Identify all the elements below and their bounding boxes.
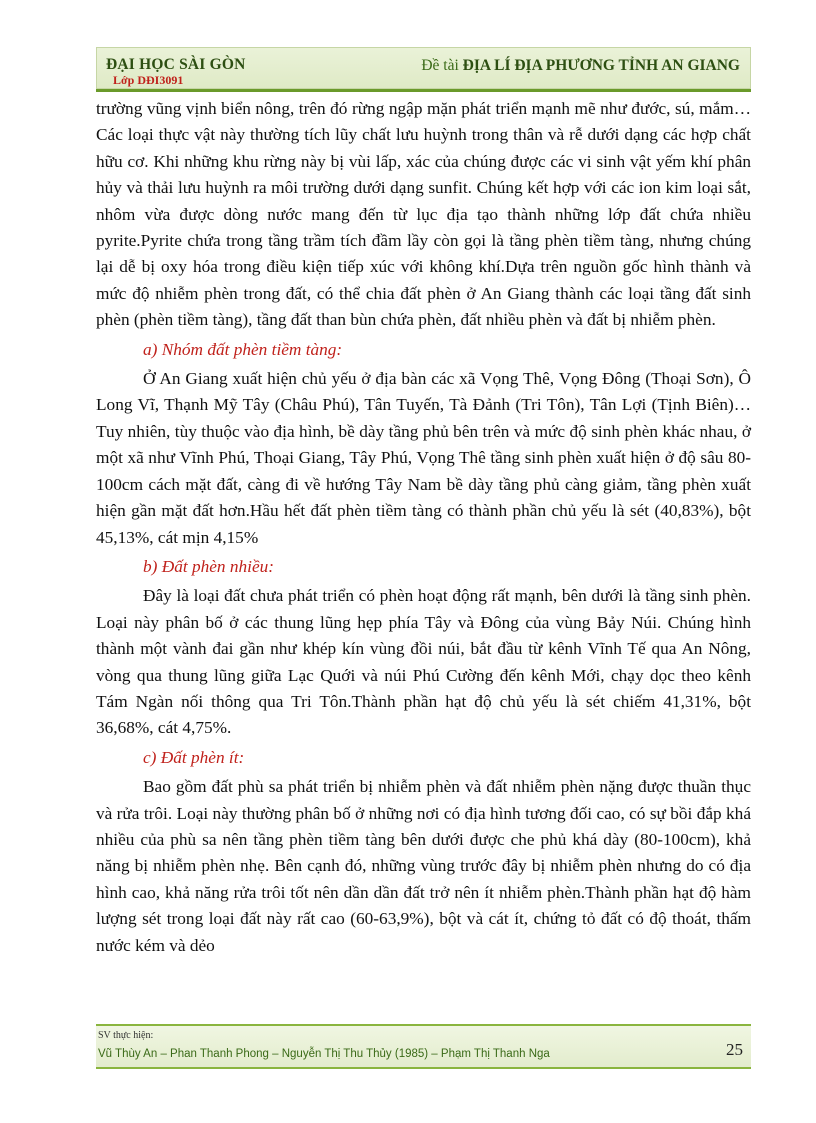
paragraph-c: Bao gồm đất phù sa phát triển bị nhiễm phèn và đất nhiễm phèn nặng được thuần thục và rửa trôi. Loại này thường phân bố ở những nơi có địa hình tương đối cao, có sự bồi đắp khá nhiều của phù sa nên tầng phèn tiềm tàng bên dưới được che phủ khá dày (80-100cm), khả năng bị nhiễm phèn nhẹ. Bên cạnh đó, những vùng trước đây bị nhiễm phèn nhưng do có địa hình cao, khả năng rửa trôi tốt nên dần dần đất trở nên ít nhiễm phèn.Thành phần hạt độ hàm lượng sét trong loại đất này rất cao (60-63,9%), bột và cát ít, chứng tỏ đất có độ thoát, thấm nước kém và dẻo bbox=[96, 777, 751, 955]
topic-name: ĐỊA LÍ ĐỊA PHƯƠNG TỈNH AN GIANG bbox=[462, 57, 740, 74]
university-name: ĐẠI HỌC SÀI GÒN bbox=[106, 56, 246, 73]
paragraph-intro: trường vũng vịnh biển nông, trên đó rừng ngập mặn phát triển mạnh mẽ như đước, sú, mắm…Các loại thực vật này thường tích lũy chất lưu huỳnh trong thân và rễ dưới dạng các hợp chất hữu cơ. Khi những khu rừng này bị vùi lấp, xác của chúng được các vi sinh vật yếm khí phân hủy và thải lưu huỳnh ra môi trường dưới dạng sunfit. Chúng kết hợp với các ion kim loại sắt, nhôm vừa được dòng nước mang đến từ lục địa tạo thành những lớp đất chứa nhiều pyrite.Pyrite chứa trong tầng trầm tích đầm lầy còn gọi là tầng phèn tiềm tàng, nhưng chúng lại dễ bị oxy hóa trong điều kiện tiếp xúc với không khí.Dựa trên nguồn gốc hình thành và mức độ nhiễm phèn trong đất, có thể chia đất phèn ở An Giang thành các loại tầng đất sinh phèn (phèn tiềm tàng), tầng đất than bùn chứa phèn, đất nhiều phèn và đất bị nhiễm phèn. bbox=[96, 99, 751, 330]
paragraph-a: Ở An Giang xuất hiện chủ yếu ở địa bàn các xã Vọng Thê, Vọng Đông (Thoại Sơn), Ô Long Vĩ, Thạnh Mỹ Tây (Châu Phú), Tân Tuyến, Tà Đảnh (Tri Tôn), Tân Lợi (Tịnh Biên)… Tuy nhiên, tùy thuộc vào địa hình, bề dày tầng phủ bên trên và mức độ sinh phèn khác nhau, ở một xã như Vĩnh Phú, Thoại Giang, Tây Phú, Vọng Thê tầng sinh phèn xuất hiện ở độ sâu 80-100cm cách mặt đất, càng đi về hướng Tây Nam bề dày tầng phủ càng giảm, tầng phèn xuất hiện gần mặt đất hơn.Hầu hết đất phèn tiềm tàng có thành phần chủ yếu là sét (40,83%), bột 45,13%, cát mịn 4,15% bbox=[96, 369, 751, 547]
paragraph-b: Đây là loại đất chưa phát triển có phèn hoạt động rất mạnh, bên dưới là tầng sinh phèn. Loại này phân bố ở các thung lũng hẹp phía Tây và Đông của vùng Bảy Núi. Chúng hình thành một vành đai gần như khép kín vùng đồi núi, bắt đầu từ kênh Vĩnh Tế qua An Nông, vòng qua thung lũng giữa Lạc Quới và núi Phú Cường đến kênh Mới, chạy dọc theo kênh Tám Ngàn nối thông qua Tri Tôn.Thành phần hạt độ chủ yếu là sét chiếm 41,31%, bột 36,68%, cát 4,75%. bbox=[96, 586, 751, 738]
footer-authors: Vũ Thùy An – Phan Thanh Phong – Nguyễn Thị Thu Thủy (1985) – Phạm Thị Thanh Nga bbox=[98, 1048, 550, 1060]
page-footer bbox=[96, 1024, 751, 1069]
class-name: Lớp DĐI3091 bbox=[113, 73, 184, 87]
heading-c: c) Đất phèn ít: bbox=[143, 747, 245, 767]
heading-a: a) Nhóm đất phèn tiềm tàng: bbox=[143, 339, 343, 359]
topic-prefix: Đề tài bbox=[421, 57, 459, 74]
topic-title bbox=[421, 57, 740, 75]
page-content bbox=[96, 96, 751, 959]
page-header bbox=[96, 47, 751, 89]
header-divider bbox=[96, 89, 751, 92]
page-number: 25 bbox=[726, 1040, 743, 1059]
heading-b: b) Đất phèn nhiều: bbox=[143, 556, 275, 576]
footer-label: SV thực hiện: bbox=[98, 1030, 154, 1041]
